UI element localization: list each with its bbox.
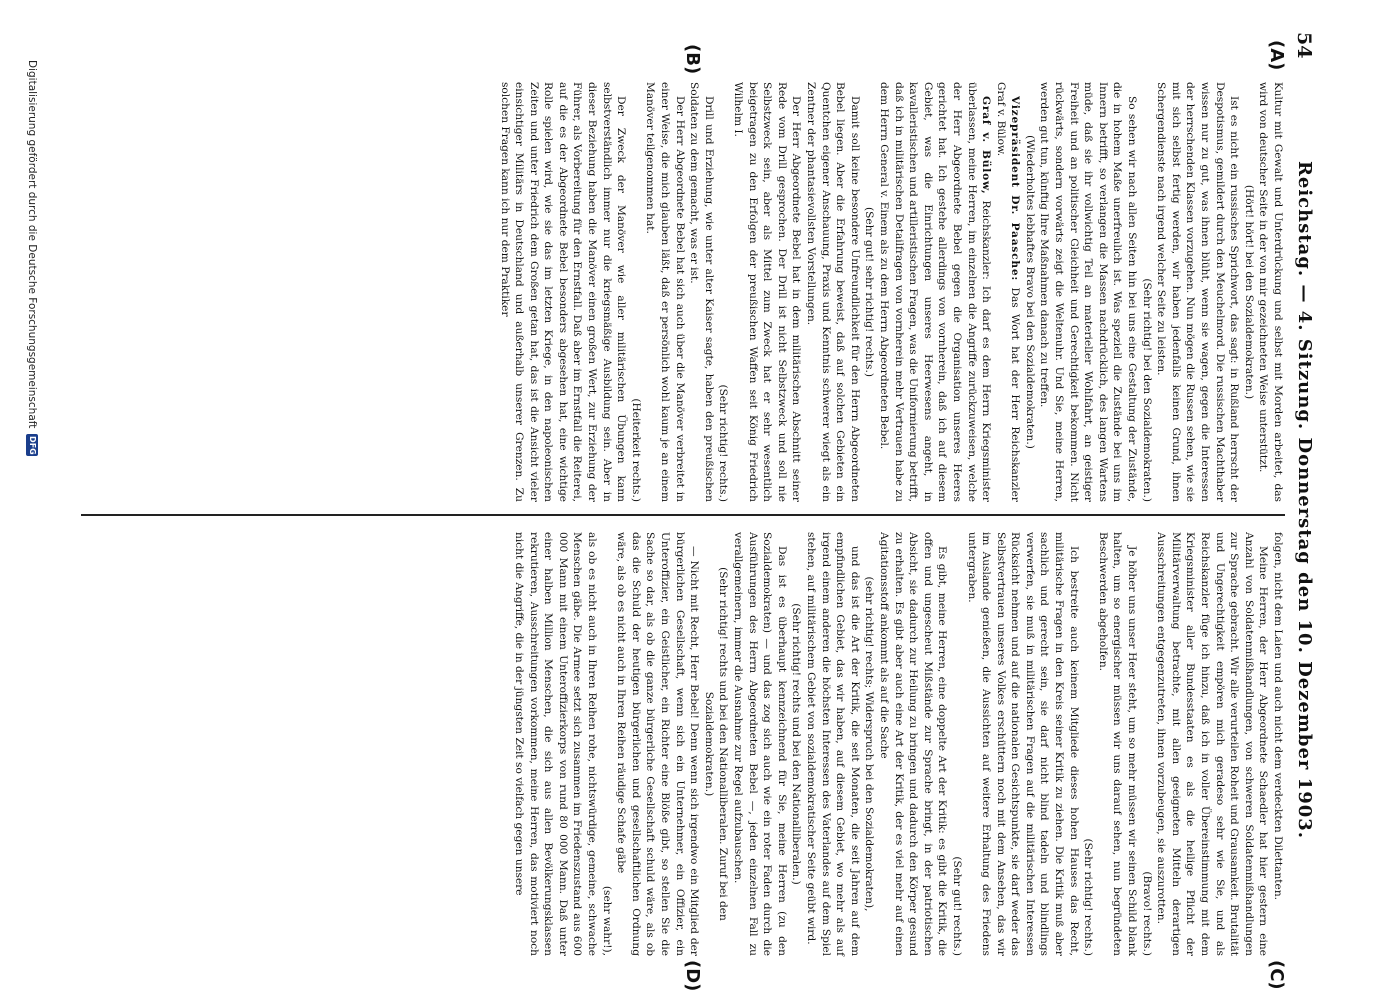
interjection: (Sehr gut! rechts.) (950, 856, 963, 956)
interjection: (Sehr richtig! bei den Sozialdemokraten.) (1140, 278, 1153, 502)
paragraph: Meine Herren, der Herr Abgeordnete Schaedler hat hier gestern eine Anzahl von Soldatenmißhandlungen, von schweren Soldatenmißhandlungen zur Sprache gebracht. Wir alle verurteilen Roheit und Grausamkeit. Brutalität und Ungerechtigkeit empören mich geradeso sehr wie Sie, und als Reichskanzler füge ich hinzu, daß ich in voller Übereinstimmung mit dem Kriegsminister aller Bundesstaaten es als die heilige Pflicht der Militärverwaltung betrachte, mit allen geeigneten Mitteln derartigen Ausschreitungen entgegenzutreten, ihnen vorzubeugen, sie auszurotten. (1155, 532, 1270, 956)
margin-marker-c: (C) (1266, 960, 1287, 990)
paragraph: Damit soll keine besondere Unfreundlichkeit für den Herrn Abgeordneten Bebel liegen. Aber die Erfahrung beweist, daß auf solchen Gebieten ein Quentchen eigener Anschauung, Praxis und Kenntnis schwerer wiegt als ein Zentner der phantasievollsten Vorstellungen. (805, 82, 861, 502)
left-column (497, 82, 1285, 502)
paragraph: — Nicht mit Recht, Herr Bebel! Denn wenn sich irgendwo ein Mitglied der bürgerlichen Gesellschaft, wenn sich ein Unternehmer, ein Offizier, ein Unteroffizier, ein Geistlicher, ein Richter eine Blöße gibt, so stellen Sie die Sache so dar, als ob die ganze bürgerliche Gesellschaft schuld wäre, als ob das die Schuld der heutigen bürgerlichen und gesellschaftlichen Ordnung wäre, als ob es nicht auch in Ihren Reihen räudige Schafe gäbe (615, 532, 701, 956)
page-number: 54 (1293, 32, 1315, 59)
interjection: (Wiederholtes lebhaftes Bravo bei den Sozialdemokraten.) (1023, 135, 1036, 449)
interjection: (Sehr richtig! rechts.) (1082, 838, 1095, 956)
margin-marker-a: (A) (1266, 40, 1287, 71)
paragraph: und das ist die Art der Kritik, die seit Monaten, die seit Jahren auf dem empfindlichen Gebiet, das wir haben, auf diesem Gebiet, wo mehr als auf irgend einem anderen die höchsten Interessen des Vaterlandes auf dem Spiel stehen, auf militärischem Gebiet von sozialdemokratischer Seite geübt wird. (805, 532, 861, 956)
paragraph: Ich bestreite auch keinem Mitgliede dieses hohen Hauses das Recht, militärische Fragen in den Kreis seiner Kritik zu ziehen. Die Kritik muß aber sachlich und gerecht sein, sie darf nicht blind tadeln und blindlings verwerfen, sie muß in militärischen Fragen auf die militärischen Interessen Rücksicht nehmen und auf die nationalen Gesichtspunkte, sie darf weder das Selbstvertrauen unseres Volkes erschüttern noch mit dem Ansehen, das wir im Auslande genießen, die Aussichten auf weitere Erhaltung des Friedens untergraben. (965, 532, 1080, 956)
paragraph: Je höher uns unser Heer steht, um so mehr müssen wir seinen Schild blank halten, um so energischer müssen wir uns darauf sehen, nun begründeten Beschwerden abgeholfen. (1096, 532, 1139, 956)
interjection: (Sehr gut! sehr richtig! rechts.) (863, 207, 876, 377)
footer-credit: Digitalisierung gefördert durch die Deutsche Forschungsgemeinschaft (26, 60, 38, 429)
interjection: (sehr richtig! rechts; Widerspruch bei den Sozialdemokraten), (863, 576, 876, 912)
right-column (512, 532, 1285, 956)
speech-text: Das Wort hat der Herr Reichskanzler Graf v. Bülow. (994, 82, 1022, 503)
column-divider (81, 514, 1285, 516)
paragraph: Der Zweck der Manöver wie aller militärischen Übungen kann selbstverständlich immer nur die kriegsmäßige Ausbildung sein. Aber in dieser Beziehung haben die Manöver einen großen Wert, zur Erziehung der Führer, als Vorbereitung für den Ernstfall. Daß aber im Ernstfall die Reiterei, auf die es der Abgeordnete Bebel besonders abgesehen hat, eine wichtige Rolle spielen wird, wie sie das im letzten Kriege, in den napoleonischen Zeiten und unter Friedrich dem Großen getan hat, das ist die Ansicht vieler einsichtiger Militärs in Deutschland und außerhalb unserer Grenzen. Zu solchen Fragen kann ich nur dem Praktiker (498, 82, 628, 502)
paragraph: Das ist es überhaupt kennzeichnend für Sie, meine Herren (zu den Sozialdemokraten) — und das zog sich auch wie ein roter Faden durch die Ausführungen des Herrn Abgeordneten Bebel —, jeden einzelnen Fall zu verallgemeinern, immer die Ausnahme zur Regel aufzubauschen. (732, 532, 788, 956)
interjection: (Hört! hört! bei den Sozialdemokraten.) (1242, 184, 1255, 400)
interjection: (Sehr richtig! rechts und bei den Nationalliberalen.) (790, 603, 803, 885)
speaker-name: Vizepräsident Dr. Paasche: (1009, 96, 1022, 282)
page-header (1289, 32, 1319, 968)
interjection: (sehr wahr!), (600, 885, 613, 956)
interjection: (Heiterkeit rechts.) (629, 398, 642, 502)
speech-paragraph (876, 82, 993, 502)
interjection: (Sehr richtig! rechts und bei den Nationalliberalen. Zuruf bei den Sozialdemokraten.) (702, 567, 730, 921)
speech-text: Reichskanzler: Ich darf es dem Herrn Kriegsminister überlassen, meine Herren, im einzelnen die Angriffe zurückzuweisen, welche der Herr Abgeordnete Bebel gegen die Organisation unseres Heeres gerichtet hat. Ich gestehe allerdings von vornherein, daß ich auf diesem Gebiet, was die Einrichtungen unseres Heerwesens angeht, in kavalleristischen und artilleristischen Fragen, was die Uniformierung betrifft, daß ich in militärischen Detailfragen von vornherein mehr Vertrauen habe zu dem Herrn General v. Einem als zu dem Herrn Abgeordneten Bebel. (877, 82, 993, 502)
paragraph: Es gibt, meine Herren, eine doppelte Art der Kritik: es gibt die Kritik, die offen und ungescheut Mißstände zur Sprache bringt, in der patriotischen Absicht, sie dadurch zur Heilung zu bringen und dadurch den Körper gesund zu erhalten. Es gibt aber auch eine Art der Kritik, der es viel mehr auf einen Agitationsstoff ankommt als auf die Sache (877, 532, 949, 956)
running-title: Reichstag. — 4. Sitzung. Donnerstag den 10. Dezember 1903. (1294, 160, 1315, 840)
paragraph: Drill und Erziehung, wie unter alter Kaiser sagte, haben den preußischen Soldaten zu dem gemacht, was er ist. (688, 82, 715, 502)
paragraph: So sehen wir nach allen Seiten hin bei uns eine Gestaltung der Zustände, die in hohem Maße unerfreulich ist. Was speziell die Zustände bei uns im Innern betrifft, so verlangen die Massen nachdrücklich, des langen Wartens müde, daß sie ihr vollwichtig Teil an materieller Wohlfahrt, an geistiger Freiheit und an politischer Gleichheit und Gerechtigkeit bekommen. Nicht rückwärts, sondern vorwärts zeigt die Weltenuhr. Und Sie, meine Herren, werden gut tun, künftig Ihre Maßnahmen danach zu treffen. (1038, 82, 1139, 502)
paragraph: Ist es nicht ein russisches Sprichwort, das sagt: in Rußland herrscht der Despotismus, gemildert durch den Meuchelmord. Die russischen Machthaber wissen nur zu gut, was ihnen blüht, wenn sie wagen, gegen die Interessen der herrschenden Klassen vorzugehen. Nun mögen die Russen sehen, wie sie mit sich selbst fertig werden, wir haben jedenfalls keinen Grund, ihnen Schergendienste nach irgend welcher Seite zu leisten. (1155, 82, 1241, 502)
paragraph: Kultur mit Gewalt und Unterdrückung und selbst mit Morden arbeitet, das wird von deutscher Seite in der von mir gezeichneten Weise unterstützt. (1257, 82, 1284, 502)
paragraph: Der Herr Abgeordnete Bebel hat sich auch über die Manöver verbreitet in einer Weise, die mich glauben läßt, daß er persönlich wohl kaum je an einem Manöver teilgenommen hat. (644, 82, 686, 502)
paragraph: folgen, nicht dem Laien und auch nicht dem verdeckten Dilettanten. (1272, 532, 1284, 901)
speech-paragraph (993, 82, 1022, 502)
paragraph: als ob es nicht auch in Ihren Reihen rohe, nichtswürdige, gemeine, schwache Menschen gäbe. Die Armee setzt sich zusammen im Friedenszustand aus 600 000 Mann mit einem Unteroffizierkorps von rund 80 000 Mann. Daß unter einer halben Million Menschen, die sich aus allen Bevölkerungsklassen rekrutieren, Ausschreitungen vorkommen, meine Herren, das motiviert noch nicht die Angriffe, die in der jüngsten Zeit so vielfach gegen unsere (513, 532, 599, 956)
interjection: (Bravo! rechts.) (1140, 871, 1153, 956)
digitization-footer (26, 60, 38, 940)
margin-marker-b: (B) (682, 44, 703, 75)
interjection: (Sehr richtig! rechts.) (717, 384, 730, 502)
margin-marker-d: (D) (682, 960, 703, 992)
speaker-name: Graf v. Bülow, (980, 96, 993, 195)
dfg-logo-icon: DFG (28, 436, 37, 455)
paragraph: Der Herr Abgeordnete Bebel hat in dem militärischen Abschnitt seiner Rede vom Drill gesprochen. Der Drill ist nicht Selbstzweck und soll nie Selbstzweck sein, aber als Mittel zum Zweck hat er sehr wesentlich beigetragen zu den Erfolgen der preußischen Waffen seit König Friedrich Wilhelm I. (732, 82, 803, 502)
